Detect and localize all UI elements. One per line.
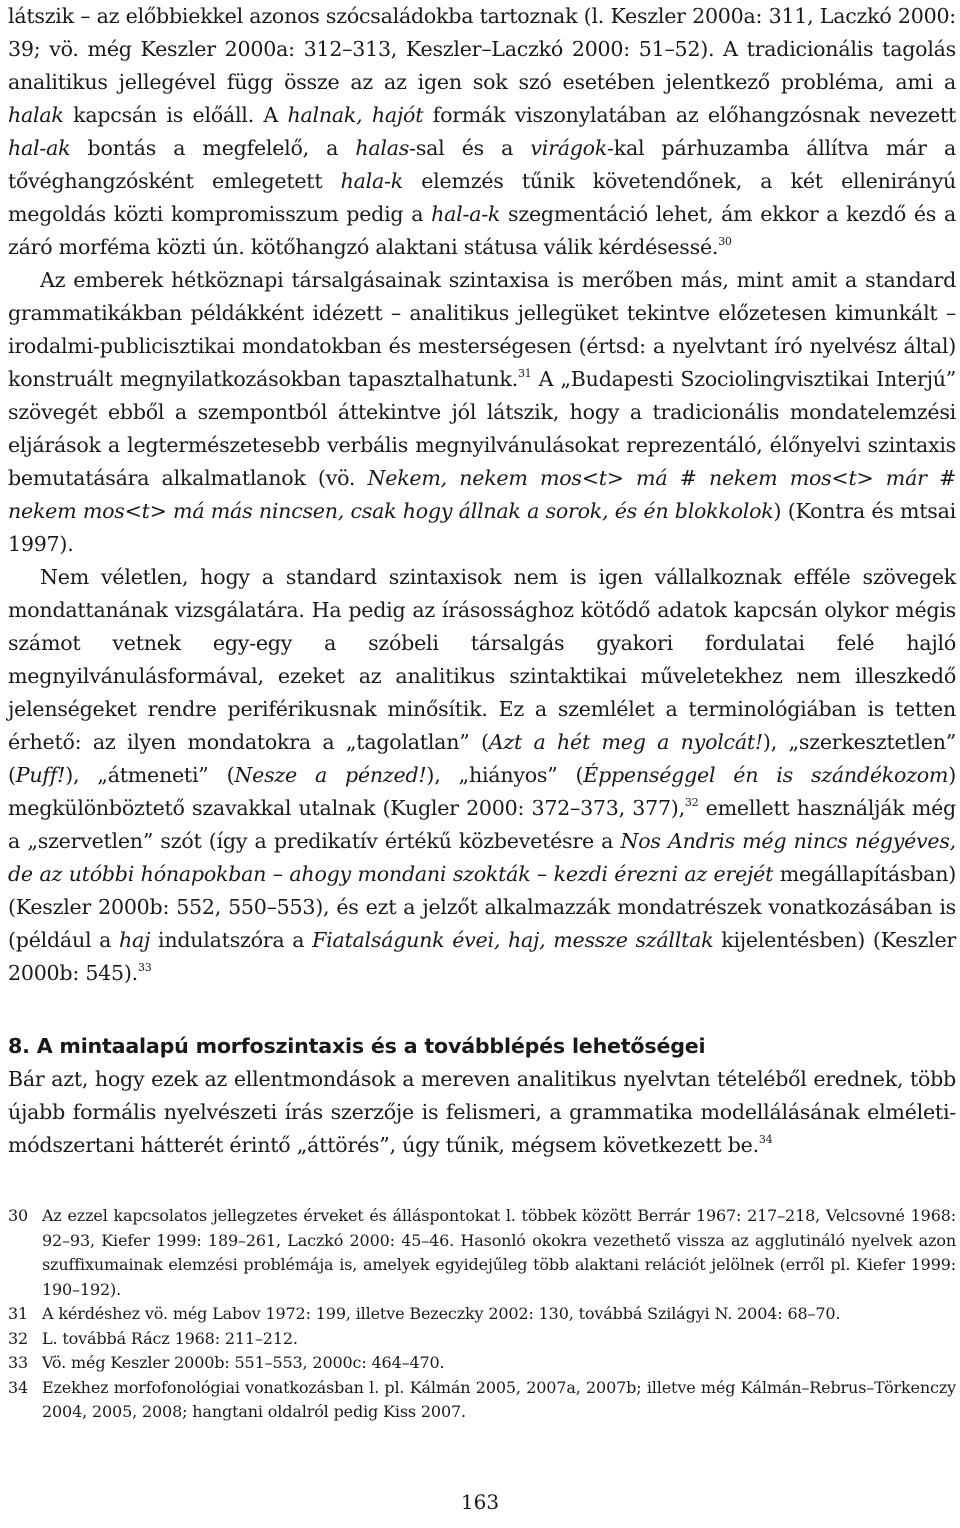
footnote-ref[interactable]: 32 [684,796,699,809]
text-run: kijelentésben) (Keszler 2000b: 545). [8,928,957,985]
footnote-item [8,1327,956,1352]
italic-term: halak [8,103,64,127]
italic-term: hal-a-k [431,202,501,226]
italic-example: Puff! [15,763,66,787]
footnote-text: Ezekhez morfofonológiai vonatkozásban l. pl. Kálmán 2005, 2007a, 2007b; illetve még Kálmán–Rebrus–Törkenczy 2004, 2005, 2008; hangtani oldalról pedig Kiss 2007. [42,1377,956,1421]
footnote-ref[interactable]: 30 [718,235,732,248]
paragraph-2 [8,264,956,561]
footnote-ref[interactable]: 33 [137,961,152,974]
text-run: kapcsán is előáll. A [63,103,288,127]
text-run: elemzés tűnik követendőnek, a két ellenirányú megoldás közti kompromisszum pedig a [8,169,956,226]
italic-term: virágok [530,136,608,160]
footnote-number: 34 [8,1377,29,1397]
text-run: bontás a megfelelő, a [70,136,356,160]
footnote-number: 31 [8,1304,29,1323]
text-run: ), „hiányos” ( [426,763,584,787]
italic-example: Nekem, nekem mos<t> má # nekem mos<t> már # nekem mos<t> má más nincsen, csak hogy állnak a sorok, és én blokkolok [8,466,957,523]
footnote-text: A kérdéshez vö. még Labov 1972: 199, illetve Bezeczky 2002: 130, továbbá Szilágyi N. 2004: 68–70. [42,1304,841,1323]
section-heading: 8. A mintaalapú morfoszintaxis és a továbblépés lehetőségei [8,1034,706,1058]
page-number: 163 [460,1490,500,1514]
text-run: ), „átmeneti” ( [65,763,235,787]
footnote-item [8,1376,956,1425]
text-run: Az emberek hétköznapi társalgásainak szintaxisa is merőben más, mint amit a standard grammatikákban példákként idézett – analitikus jellegüket tekintve előzetesen kimunkált – irodalmi-publicisztikai mondatokban és mesterségesen (értsd: a nyelvtant író nyelvész által) konstruált megnyilatkozásokban tapasztalhatunk. [8,268,956,391]
footnote-text: Vö. még Keszler 2000b: 551–553, 2000c: 464–470. [42,1353,445,1372]
italic-example: Azt a hét meg a nyolcát! [488,730,763,754]
text-run: szegmentáció lehet, ám ekkor a kezdő és a záró morféma közti ún. kötőhangzó alaktani státusa válik kérdésessé. [8,202,956,259]
italic-example: Nesze a pénzed! [234,763,427,787]
footnote-number: 32 [8,1328,29,1348]
footnote-ref[interactable]: 34 [758,1133,773,1146]
italic-example: Nos Andris még nincs négyéves, de az utóbbi hónapokban – ahogy mondani szokták – kezdi érezni az erejét [8,829,956,886]
footnote-item [8,1302,956,1327]
italic-example: Éppenséggel én is szándékozom [583,763,949,787]
text-run: indulatszóra a [150,928,313,952]
paragraph-1 [8,0,956,264]
paragraph-3 [8,561,956,990]
footnote-number: 30 [8,1206,29,1225]
text-run: emellett használják még a „szervetlen” szót (így a predikatív értékű közbevetésre a [8,796,956,853]
section-paragraph [8,1063,956,1162]
italic-example: haj [119,928,151,952]
text-run: ) (Kontra és mtsai 1997). [8,499,956,556]
italic-term: hala-k [340,169,403,193]
footnote-text: Az ezzel kapcsolatos jellegzetes érveket és álláspontokat l. többek között Berrár 1967: 217–218, Velcsovné 1968: 92–93, Kiefer 1999: 189–261, Laczkó 2000: 45–46. Hasonló okokra vezethető vissza az agglutináló nyelvek azon szuffixumainak elemzési problémája is, amelyek egyidejűleg több alaktani relációt jelölnek (erről pl. Kiefer 1999: 190–192). [42,1206,956,1299]
footnotes [8,1204,956,1425]
footnote-number: 33 [8,1353,29,1372]
italic-term: hal-ak [8,136,71,160]
text-run: -kal párhuzamba állítva már a tővéghangzósként emlegetett [8,136,956,193]
main-text [8,0,956,1162]
italic-example: Fiatalságunk évei, haj, messze szálltak [312,928,714,952]
text-run: ) megkülönböztető szavakkal utalnak (Kugler 2000: 372–373, 377), [8,763,956,820]
italic-term: halnak, hajót [287,103,424,127]
footnote-item [8,1204,956,1302]
text-run: A „Budapesti Szociolingvisztikai Interjú” szövegét ebből a szempontból áttekintve jól látszik, hogy a tradicionális mondatelemzési eljárások a legtermészetesebb verbális megnyilvánulásokat reprezentáló, élőnyelvi szintaxis bemutatására alkalmatlanok (vö. [8,367,956,490]
page [8,0,956,1425]
text-run: -sal és a [409,136,531,160]
footnote-text: L. továbbá Rácz 1968: 211–212. [42,1328,298,1348]
text-run: Nem véletlen, hogy a standard szintaxisok nem is igen vállalkoznak efféle szövegek mondattanának vizsgálatára. Ha pedig az írásossághoz kötődő adatok kapcsán olykor mégis számot vetnek egy-egy a szóbeli társalgás gyakori fordulatai felé hajló megnyilvánulásformával, ezeket az analitikus szintaktikai műveletekhez nem illeszkedő jelenségeket rendre periférikusnak minősítik. Ez a szemlélet a terminológiában is tetten érhető: az ilyen mondatokra a „tagolatlan” ( [8,565,956,754]
footnote-item [8,1351,956,1376]
text-run: formák viszonylatában az előhangzósnak nevezett [423,103,956,127]
text-run: megállapításban) (Keszler 2000b: 552, 550–553), és ezt a jelzőt alkalmazzák mondatrészek vonatkozásában is (például a [8,862,956,952]
footnote-ref[interactable]: 31 [517,367,532,380]
italic-term: halas [355,136,410,160]
text-run: ), „szerkesztetlen” ( [8,730,957,787]
text-run: Bár azt, hogy ezek az ellentmondások a mereven analitikus nyelvtan tételéből erednek, több újabb formális nyelvészeti írás szerzője is felismeri, a grammatika modellálásának elméleti-módszertani hátterét érintő „áttörés”, úgy tűnik, mégsem következett be. [8,1067,956,1157]
text-run: látszik – az előbbiekkel azonos szócsaládokba tartoznak (l. Keszler 2000a: 311, Laczkó 2000: 39; vö. még Keszler 2000a: 312–313, Keszler–Laczkó 2000: 51–52). A tradicionális tagolás analitikus jellegével függ össze az az igen sok szó esetében jelentkező probléma, ami a [8,4,956,94]
